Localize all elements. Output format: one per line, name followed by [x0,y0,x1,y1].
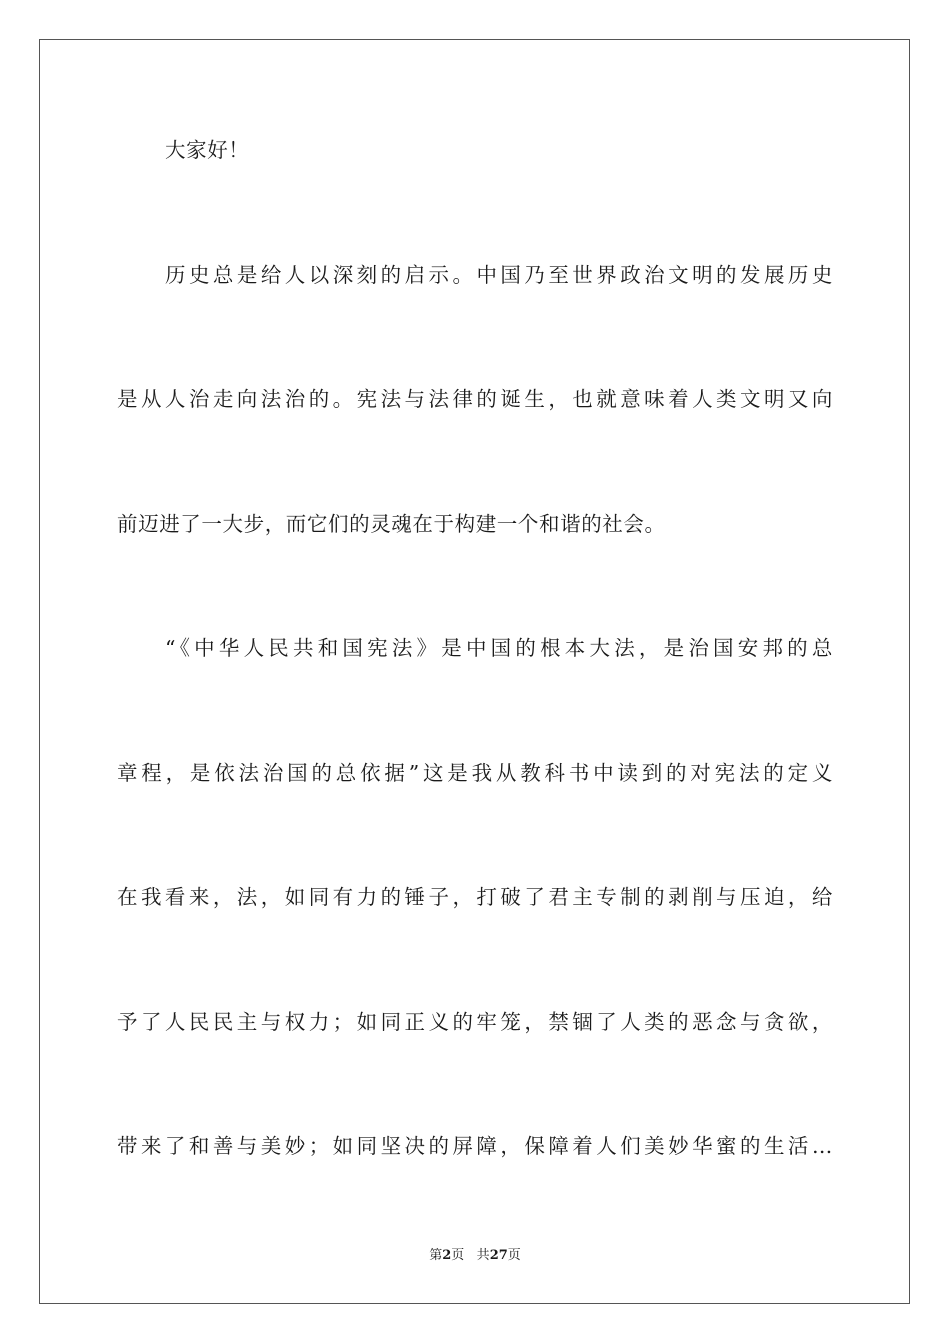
paragraph-2-line-3: 在我看来，法，如同有力的锤子，打破了君主专制的剥削与压迫，给 [117,885,833,909]
footer-total-prefix: 共 [476,1248,490,1263]
paragraph-1-line-3: 前迈进了一大步，而它们的灵魂在于构建一个和谐的社会。 [117,512,666,536]
footer-page-total: 27 [489,1248,508,1263]
paragraph-2-line-5: 带来了和善与美妙；如同坚决的屏障，保障着人们美妙华蜜的生活… [117,1134,833,1158]
page-border [39,39,910,1304]
paragraph-2-line-1: “《中华人民共和国宪法》是中国的根本大法，是治国安邦的总 [165,636,833,660]
footer-total-suffix: 页 [507,1248,521,1263]
footer-page-prefix: 第 [429,1248,443,1263]
paragraph-1-line-1: 历史总是给人以深刻的启示。中国乃至世界政治文明的发展历史 [165,263,833,287]
page-number-footer [0,1247,950,1265]
footer-page-suffix: 页 [451,1248,465,1263]
greeting-text: 大家好！ [165,138,250,162]
footer-page-current: 2 [442,1248,452,1263]
paragraph-2-line-2: 章程，是依法治国的总依据”这是我从教科书中读到的对宪法的定义 [117,761,833,785]
paragraph-1-line-2: 是从人治走向法治的。宪法与法律的诞生，也就意味着人类文明又向 [117,387,833,411]
paragraph-2-line-4: 予了人民民主与权力；如同正义的牢笼，禁锢了人类的恶念与贪欲， [117,1010,833,1034]
